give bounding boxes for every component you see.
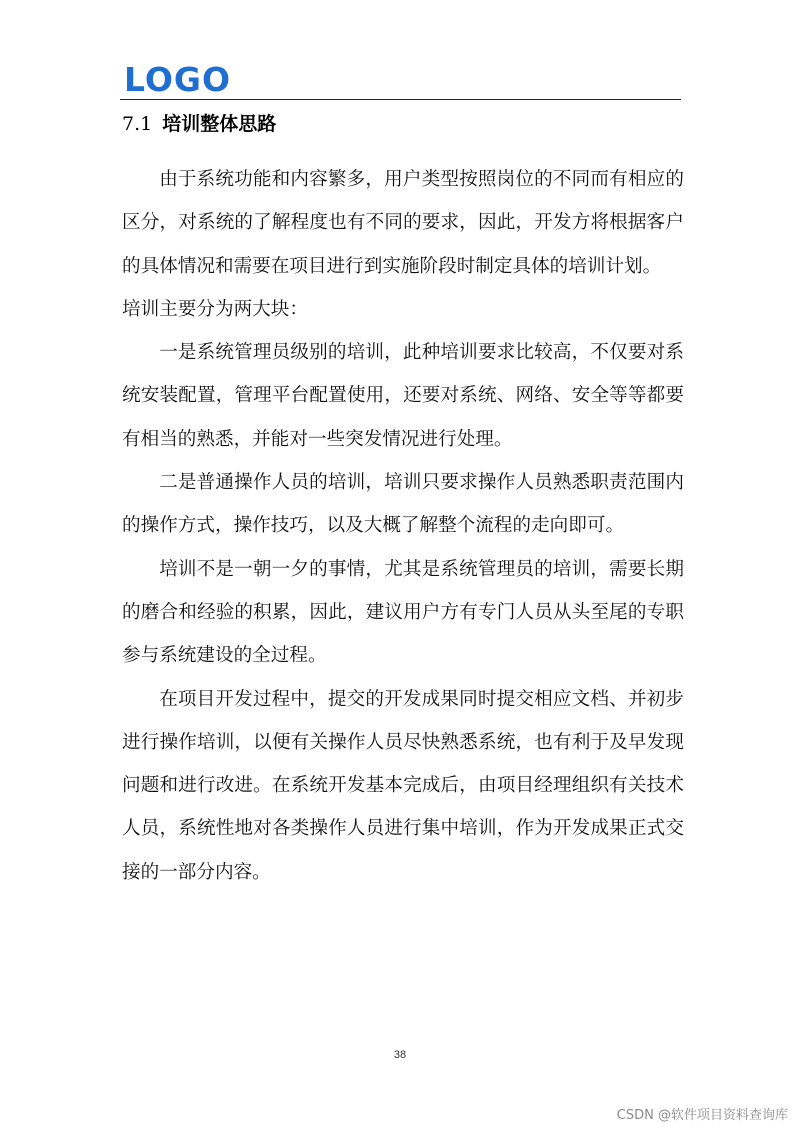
paragraph: 在项目开发过程中，提交的开发成果同时提交相应文档、并初步进行操作培训，以便有关操作人员尽快熟悉系统，也有利于及早发现问题和进行改进。在系统开发基本完成后，由项目经理组织有关技术人员，系统性地对各类操作人员进行集中培训，作为开发成果正式交接的一部分内容。 xyxy=(122,688,684,883)
header-divider xyxy=(120,99,681,100)
company-logo: LOGO xyxy=(124,60,232,99)
paragraph: 由于系统功能和内容繁多，用户类型按照岗位的不同而有相应的区分，对系统的了解程度也有不同的要求，因此，开发方将根据客户的具体情况和需要在项目进行到实施阶段时制定具体的培训计划。 xyxy=(122,169,684,277)
paragraph: 培训主要分为两大块： xyxy=(122,298,308,320)
watermark: CSDN @软件项目资料查询库 xyxy=(616,1108,788,1123)
paragraph: 培训不是一朝一夕的事情，尤其是系统管理员的培训，需要长期的磨合和经验的积累，因此，建议用户方有专门人员从头至尾的专职参与系统建设的全过程。 xyxy=(122,558,684,667)
paragraph: 二是普通操作人员的培训，培训只要求操作人员熟悉职责范围内的操作方式，操作技巧，以及大概了解整个流程的走向即可。 xyxy=(122,472,684,537)
section-title-text: 培训整体思路 xyxy=(162,113,277,135)
page-number: 38 xyxy=(393,1049,407,1061)
document-body xyxy=(122,158,684,894)
paragraph: 一是系统管理员级别的培训，此种培训要求比较高，不仅要对系统安装配置，管理平台配置使用，还要对系统、网络、安全等等都要有相当的熟悉，并能对一些突发情况进行处理。 xyxy=(122,342,684,450)
section-number: 7.1 xyxy=(122,113,153,135)
section-heading xyxy=(122,110,276,138)
